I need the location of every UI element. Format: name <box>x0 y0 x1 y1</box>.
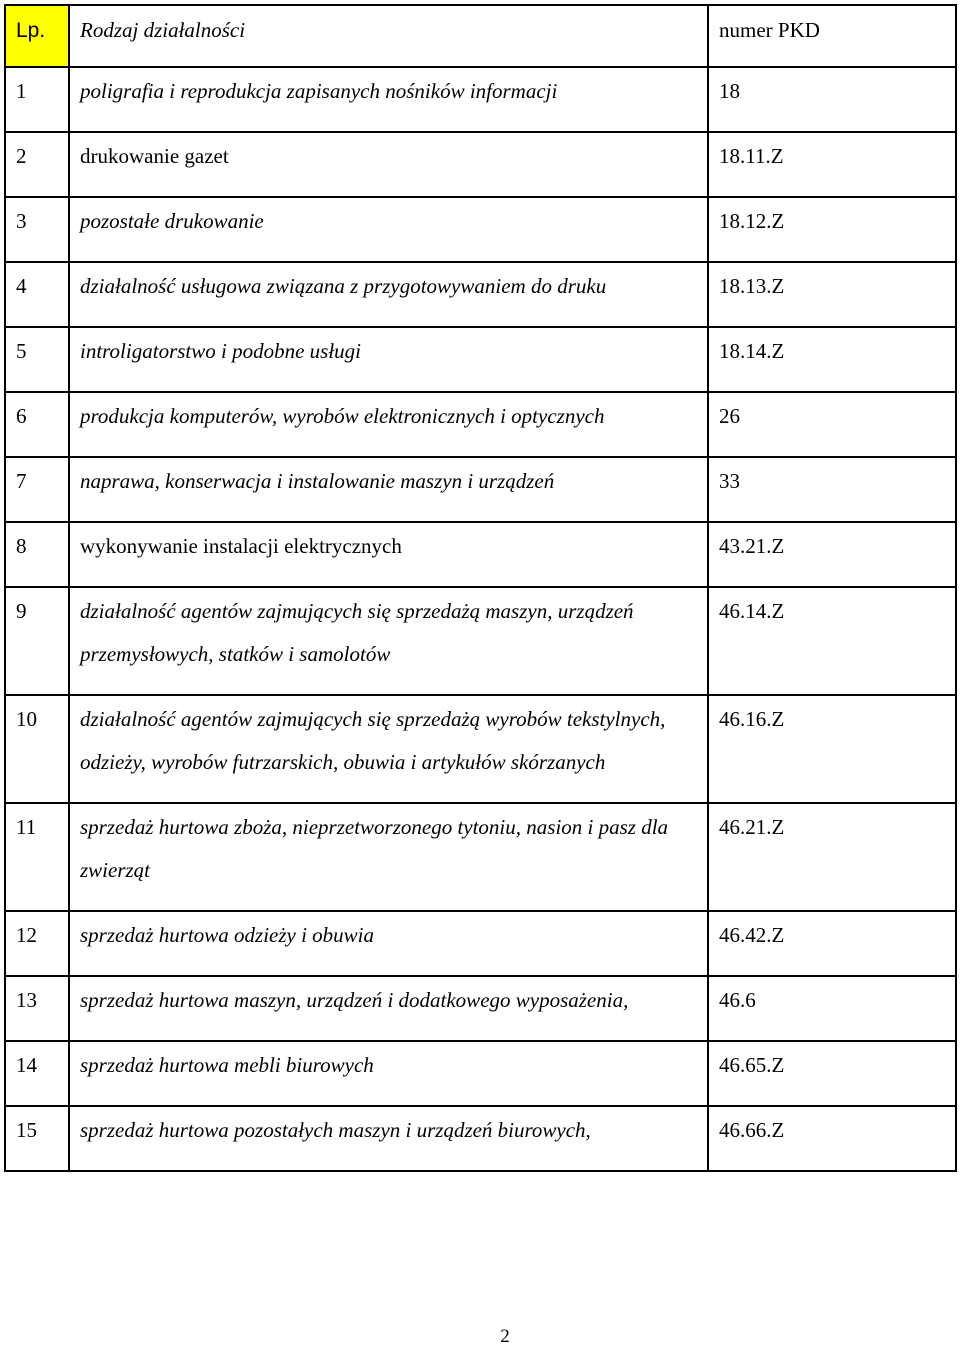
row-lp: 5 <box>5 327 69 392</box>
row-lp: 12 <box>5 911 69 976</box>
page-number: 2 <box>500 1326 510 1347</box>
row-pkd-code: 18 <box>708 67 956 132</box>
pkd-table-body <box>5 5 956 1171</box>
row-lp: 2 <box>5 132 69 197</box>
row-pkd-code: 26 <box>708 392 956 457</box>
table-row <box>5 392 956 457</box>
table-row <box>5 67 956 132</box>
table-row <box>5 803 956 911</box>
row-pkd-code: 18.14.Z <box>708 327 956 392</box>
row-pkd-code: 18.12.Z <box>708 197 956 262</box>
table-row <box>5 587 956 695</box>
row-lp: 7 <box>5 457 69 522</box>
row-activity: naprawa, konserwacja i instalowanie maszyn i urządzeń <box>69 457 708 522</box>
table-header-row <box>5 5 956 67</box>
table-row <box>5 262 956 327</box>
row-activity: działalność usługowa związana z przygotowywaniem do druku <box>69 262 708 327</box>
row-lp: 3 <box>5 197 69 262</box>
row-activity: introligatorstwo i podobne usługi <box>69 327 708 392</box>
row-activity: sprzedaż hurtowa maszyn, urządzeń i dodatkowego wyposażenia, <box>69 976 708 1041</box>
row-pkd-code: 43.21.Z <box>708 522 956 587</box>
row-pkd-code: 46.14.Z <box>708 587 956 695</box>
row-activity: sprzedaż hurtowa pozostałych maszyn i urządzeń biurowych, <box>69 1106 708 1171</box>
row-lp: 4 <box>5 262 69 327</box>
row-pkd-code: 46.42.Z <box>708 911 956 976</box>
table-row <box>5 457 956 522</box>
table-row <box>5 197 956 262</box>
row-activity: sprzedaż hurtowa zboża, nieprzetworzonego tytoniu, nasion i pasz dla zwierząt <box>69 803 708 911</box>
header-lp: Lp. <box>5 5 69 67</box>
row-activity: produkcja komputerów, wyrobów elektronicznych i optycznych <box>69 392 708 457</box>
row-pkd-code: 46.66.Z <box>708 1106 956 1171</box>
table-row <box>5 695 956 803</box>
row-pkd-code: 18.13.Z <box>708 262 956 327</box>
row-activity: działalność agentów zajmujących się sprzedażą maszyn, urządzeń przemysłowych, statków i samolotów <box>69 587 708 695</box>
table-row <box>5 1041 956 1106</box>
table-row <box>5 911 956 976</box>
row-lp: 6 <box>5 392 69 457</box>
row-lp: 13 <box>5 976 69 1041</box>
table-row <box>5 522 956 587</box>
row-activity: sprzedaż hurtowa mebli biurowych <box>69 1041 708 1106</box>
row-activity: wykonywanie instalacji elektrycznych <box>69 522 708 587</box>
row-activity: sprzedaż hurtowa odzieży i obuwia <box>69 911 708 976</box>
row-pkd-code: 18.11.Z <box>708 132 956 197</box>
row-pkd-code: 46.16.Z <box>708 695 956 803</box>
row-lp: 10 <box>5 695 69 803</box>
row-activity: poligrafia i reprodukcja zapisanych nośników informacji <box>69 67 708 132</box>
row-activity: pozostałe drukowanie <box>69 197 708 262</box>
row-lp: 11 <box>5 803 69 911</box>
row-pkd-code: 33 <box>708 457 956 522</box>
row-lp: 15 <box>5 1106 69 1171</box>
row-pkd-code: 46.6 <box>708 976 956 1041</box>
row-pkd-code: 46.65.Z <box>708 1041 956 1106</box>
table-row <box>5 1106 956 1171</box>
row-pkd-code: 46.21.Z <box>708 803 956 911</box>
table-row <box>5 327 956 392</box>
row-lp: 8 <box>5 522 69 587</box>
table-row <box>5 132 956 197</box>
row-lp: 14 <box>5 1041 69 1106</box>
table-row <box>5 976 956 1041</box>
row-lp: 1 <box>5 67 69 132</box>
header-pkd: numer PKD <box>708 5 956 67</box>
row-activity: działalność agentów zajmujących się sprzedażą wyrobów tekstylnych, odzieży, wyrobów futrzarskich, obuwia i artykułów skórzanych <box>69 695 708 803</box>
row-lp: 9 <box>5 587 69 695</box>
pkd-table <box>4 4 957 1172</box>
header-activity: Rodzaj działalności <box>69 5 708 67</box>
row-activity: drukowanie gazet <box>69 132 708 197</box>
